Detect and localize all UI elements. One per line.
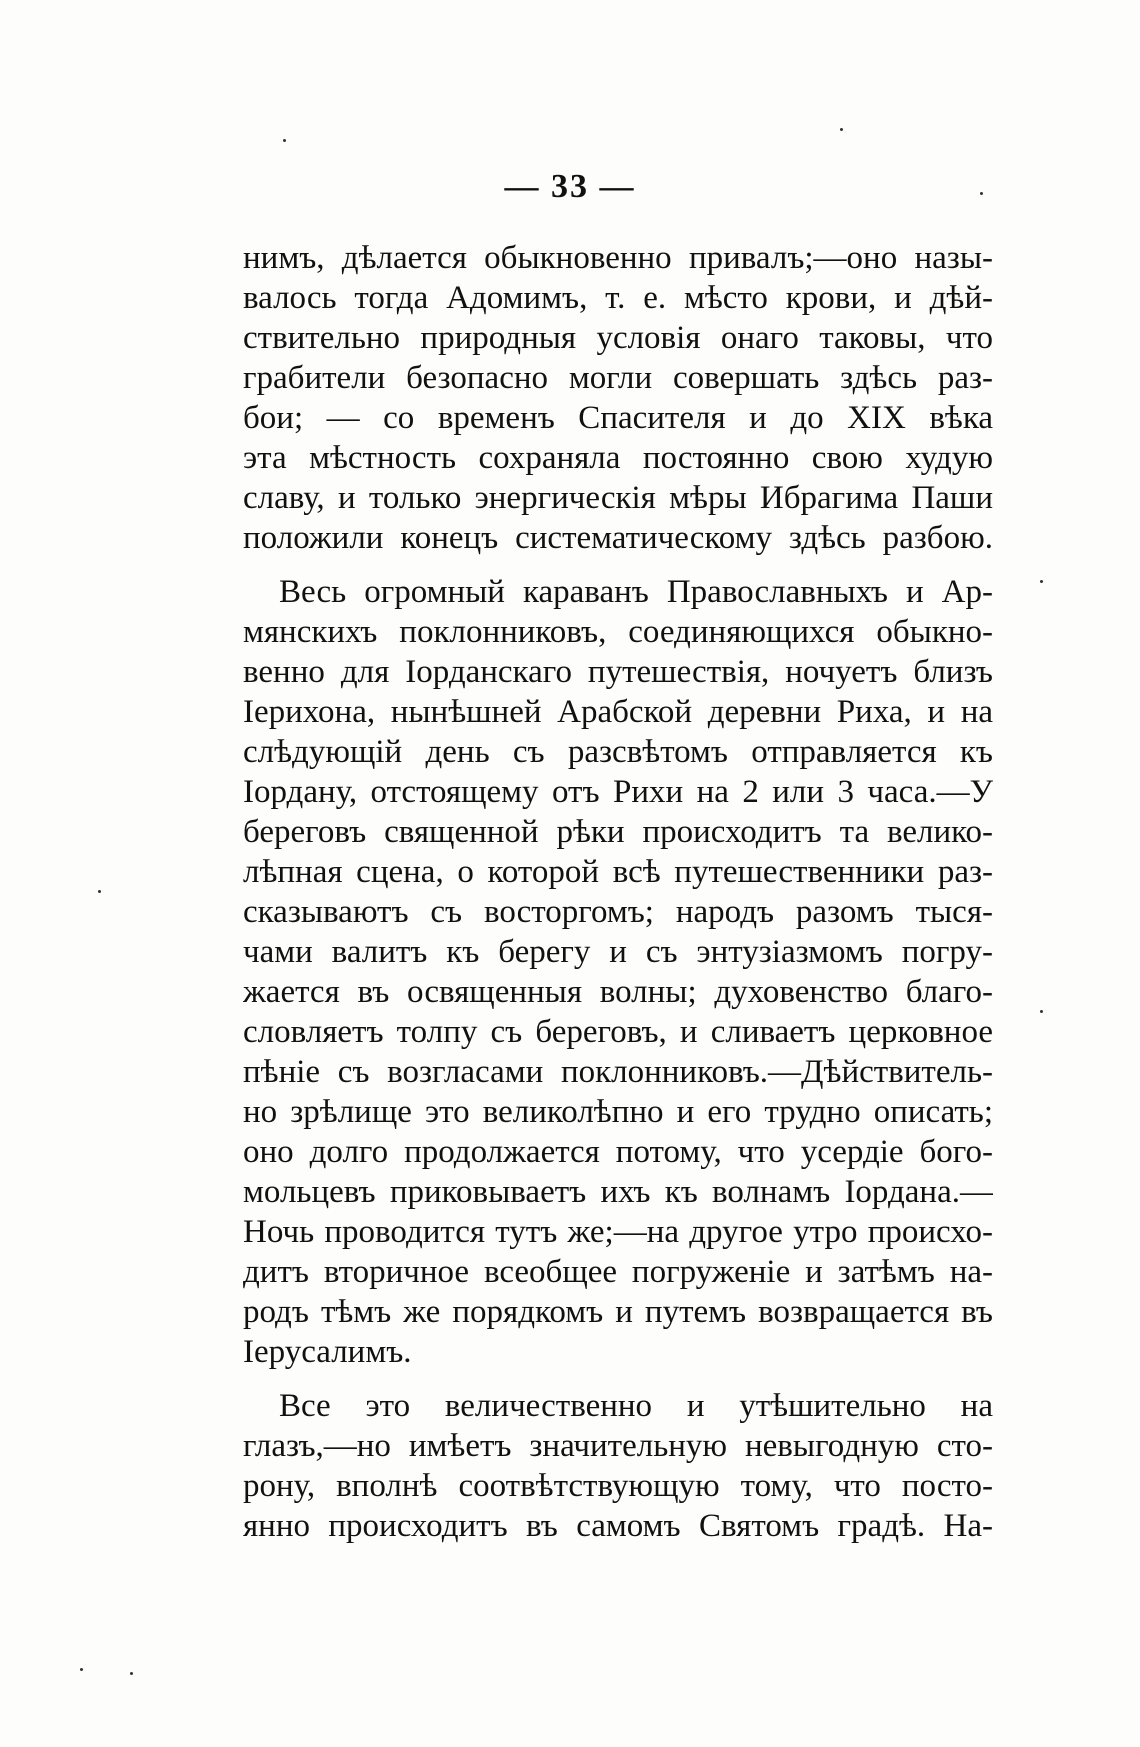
text-line: венно для Іорданскаго путешествія, ночуетъ близъ xyxy=(243,654,993,690)
text-line: глазъ,—но имѣетъ значительную невыгодную сто- xyxy=(243,1428,993,1464)
scan-speck xyxy=(840,128,843,131)
paragraph-2 xyxy=(243,572,993,1372)
text-line: сказываютъ съ восторгомъ; народъ разомъ тыся- xyxy=(243,894,993,930)
text-line: эта мѣстность сохраняла постоянно свою худую xyxy=(243,440,993,476)
text-line: бои; — со временъ Спасителя и до XIX вѣка xyxy=(243,400,993,436)
paragraph-gap xyxy=(243,1372,993,1386)
text-line: Іерихона, нынѣшней Арабской деревни Риха, и на xyxy=(243,694,993,730)
text-line: мянскихъ поклонниковъ, соединяющихся обыкно- xyxy=(243,614,993,650)
scan-speck xyxy=(283,139,286,142)
scan-speck xyxy=(130,1672,133,1675)
text-line: Весь огромный караванъ Православныхъ и Ар- xyxy=(279,574,993,610)
text-line: словляетъ толпу съ береговъ, и сливаетъ церковное xyxy=(243,1014,993,1050)
text-line: рону, вполнѣ соотвѣтствующую тому, что посто- xyxy=(243,1468,993,1504)
text-line: Ночь проводится тутъ же;—на другое утро происхо- xyxy=(243,1214,993,1250)
paragraph-gap xyxy=(243,558,993,572)
text-line: славу, и только энергическія мѣры Ибрагима Паши xyxy=(243,480,993,516)
text-line: лѣпная сцена, о которой всѣ путешественники раз- xyxy=(243,854,993,890)
scan-speck xyxy=(980,192,983,195)
text-line: Іордану, отстоящему отъ Рихи на 2 или 3 часа.—У xyxy=(243,774,993,810)
text-line: чами валитъ къ берегу и съ энтузіазмомъ погру- xyxy=(243,934,993,970)
text-line: береговъ священной рѣки происходитъ та велико- xyxy=(243,814,993,850)
page-body-text xyxy=(243,238,993,1546)
text-line: слѣдующій день съ разсвѣтомъ отправляется къ xyxy=(243,734,993,770)
text-line: Все это величественно и утѣшительно на xyxy=(279,1388,993,1424)
text-line: но зрѣлище это великолѣпно и его трудно описать; xyxy=(243,1094,993,1130)
scan-speck xyxy=(1040,1010,1043,1013)
text-line: пѣніе съ возгласами поклонниковъ.—Дѣйствитель- xyxy=(243,1054,993,1090)
text-line: мольцевъ приковываетъ ихъ къ волнамъ Іордана.— xyxy=(243,1174,993,1210)
text-line: дитъ вторичное всеобщее погруженіе и затѣмъ на- xyxy=(243,1254,993,1290)
text-line: оно долго продолжается потому, что усердіе бого- xyxy=(243,1134,993,1170)
page-number-header: — 33 — xyxy=(504,168,636,205)
text-line: Іерусалимъ. xyxy=(243,1334,412,1370)
paragraph-3 xyxy=(243,1386,993,1546)
text-line: валось тогда Адомимъ, т. е. мѣсто крови, и дѣй- xyxy=(243,280,993,316)
text-line: янно происходитъ въ самомъ Святомъ градѣ. На- xyxy=(243,1508,993,1544)
scan-speck xyxy=(1040,580,1043,583)
text-line: положили конецъ систематическому здѣсь разбою. xyxy=(243,520,993,556)
text-line: жается въ освященныя волны; духовенство благо- xyxy=(243,974,993,1010)
text-line: нимъ, дѣлается обыкновенно привалъ;—оно назы- xyxy=(243,240,993,276)
scan-speck xyxy=(80,1668,83,1671)
scan-speck xyxy=(98,890,101,893)
paragraph-1 xyxy=(243,238,993,558)
text-line: грабители безопасно могли совершать здѣсь раз- xyxy=(243,360,993,396)
text-line: родъ тѣмъ же порядкомъ и путемъ возвращается въ xyxy=(243,1294,993,1330)
text-line: ствительно природныя условія онаго таковы, что xyxy=(243,320,993,356)
